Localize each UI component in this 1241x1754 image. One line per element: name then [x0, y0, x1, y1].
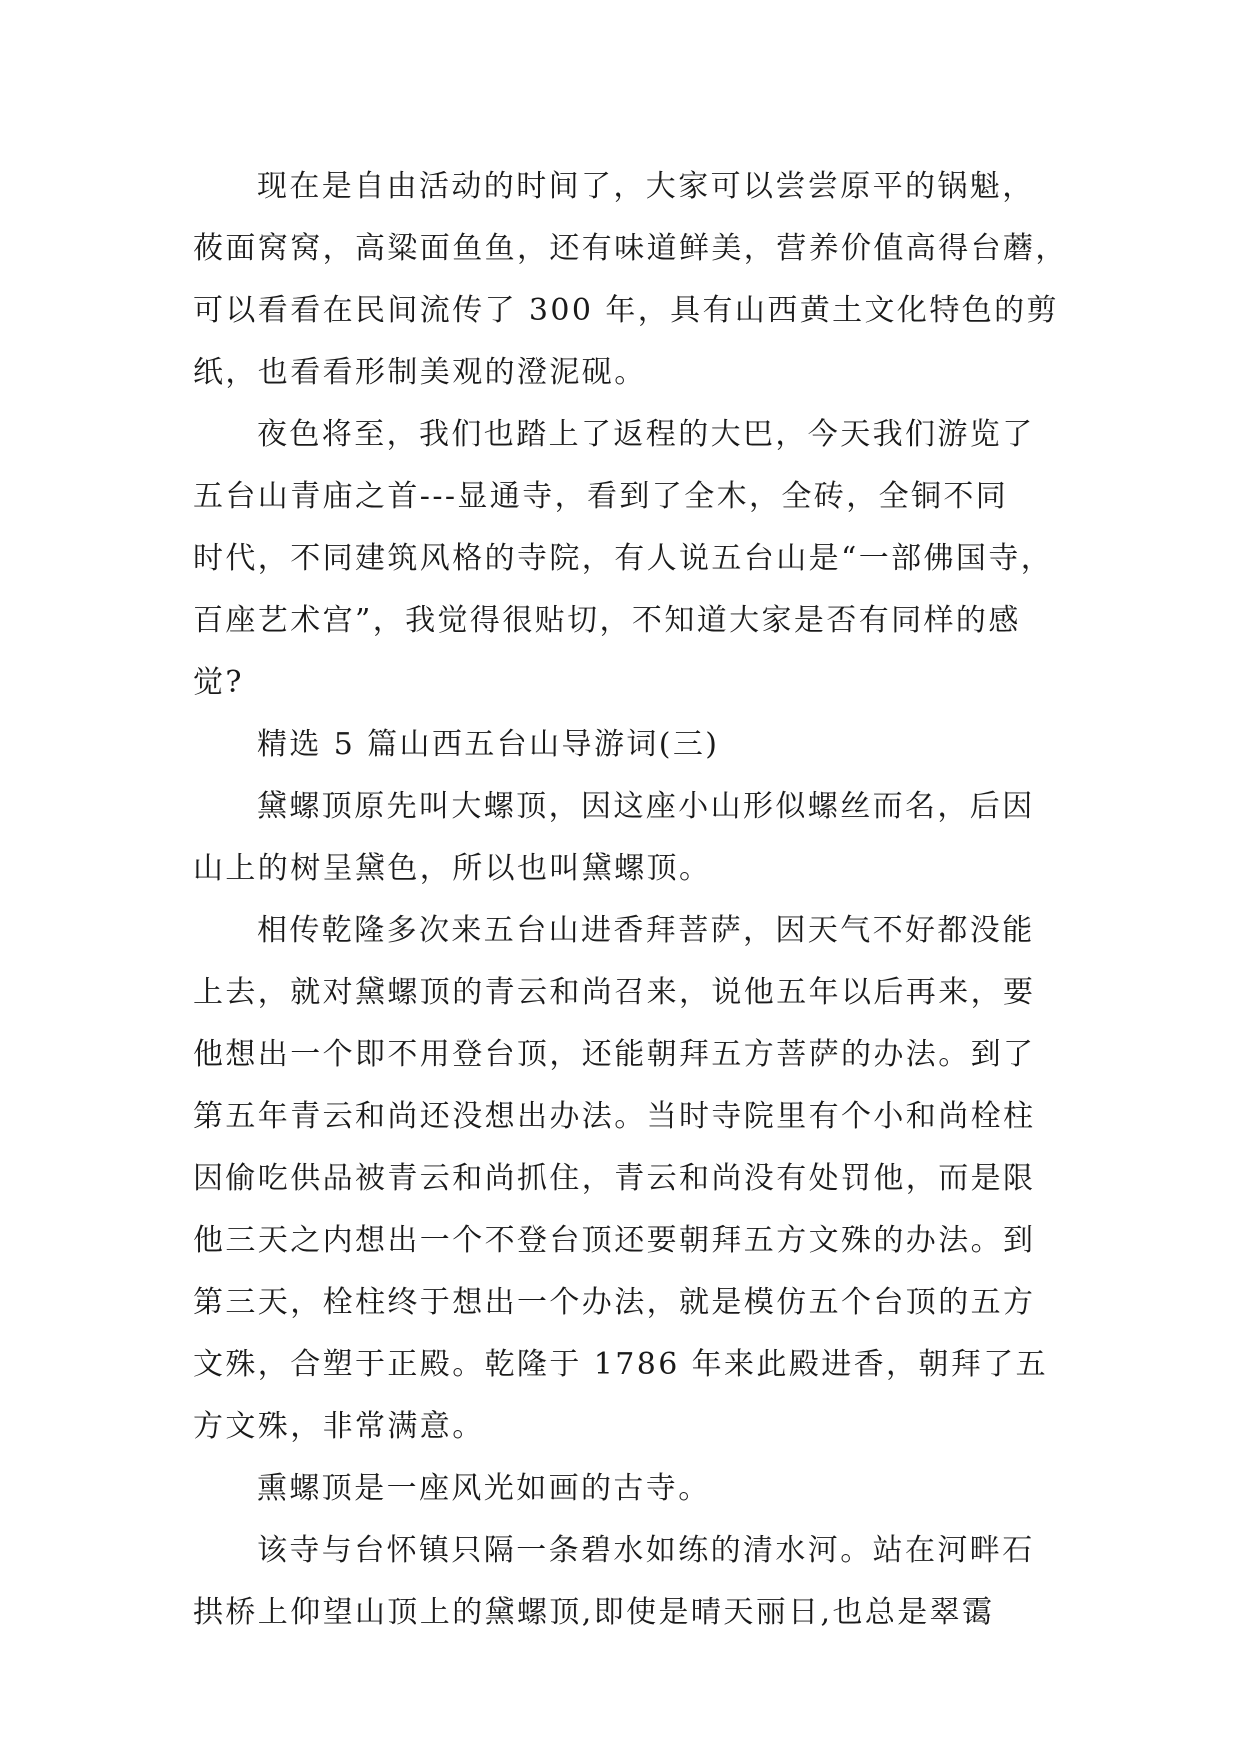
text-line: 第三天，栓柱终于想出一个办法，就是模仿五个台顶的五方 — [193, 1285, 1036, 1320]
text-line: 纸，也看看形制美观的澄泥砚。 — [193, 355, 647, 390]
text-line: 觉? — [193, 665, 244, 700]
text-line: 黛螺顶原先叫大螺顶，因这座小山形似螺丝而名，后因 — [257, 789, 1035, 824]
paragraph — [193, 1520, 1053, 1644]
paragraph — [193, 776, 1053, 900]
text-line: 因偷吃供品被青云和尚抓住，青云和尚没有处罚他，而是限 — [193, 1161, 1036, 1196]
text-line: 夜色将至，我们也踏上了返程的大巴，今天我们游览了 — [257, 417, 1035, 452]
text-line: 他想出一个即不用登台顶，还能朝拜五方菩萨的办法。到了 — [193, 1037, 1036, 1072]
text-line: 熏螺顶是一座风光如画的古寺。 — [257, 1471, 711, 1506]
text-line: 文殊，合塑于正殿。乾隆于 1786 年来此殿进香，朝拜了五 — [193, 1347, 1049, 1382]
text-line: 山上的树呈黛色，所以也叫黛螺顶。 — [193, 851, 712, 886]
text-line: 该寺与台怀镇只隔一条碧水如练的清水河。站在河畔石 — [257, 1533, 1035, 1568]
text-line: 上去，就对黛螺顶的青云和尚召来，说他五年以后再来，要 — [193, 975, 1036, 1010]
text-line: 时代，不同建筑风格的寺院，有人说五台山是“一部佛国寺， — [193, 541, 1054, 576]
text-line: 他三天之内想出一个不登台顶还要朝拜五方文殊的办法。到 — [193, 1223, 1036, 1258]
section-heading — [193, 714, 1053, 776]
text-line: 百座艺术宫”，我觉得很贴切，不知道大家是否有同样的感 — [193, 603, 1021, 638]
text-line: 第五年青云和尚还没想出办法。当时寺院里有个小和尚栓柱 — [193, 1099, 1036, 1134]
paragraph — [193, 404, 1053, 714]
text-line: 拱桥上仰望山顶上的黛螺顶,即使是晴天丽日,也总是翠霭 — [193, 1595, 995, 1630]
paragraph — [193, 900, 1053, 1458]
heading-text: 精选 5 篇山西五台山导游词(三) — [257, 727, 720, 762]
text-line: 相传乾隆多次来五台山进香拜菩萨，因天气不好都没能 — [257, 913, 1035, 948]
paragraph — [193, 1458, 1053, 1520]
paragraph — [193, 156, 1068, 404]
text-line: 方文殊，非常满意。 — [193, 1409, 485, 1444]
body-text — [193, 156, 1068, 1644]
text-line: 可以看看在民间流传了 300 年，具有山西黄土文化特色的剪 — [193, 293, 1059, 328]
text-line: 现在是自由活动的时间了，大家可以尝尝原平的锅魁， — [257, 169, 1035, 204]
text-line: 莜面窝窝，高粱面鱼鱼，还有味道鲜美，营养价值高得台蘑， — [193, 231, 1068, 266]
text-line: 五台山青庙之首---显通寺，看到了全木，全砖，全铜不同 — [193, 479, 1009, 514]
